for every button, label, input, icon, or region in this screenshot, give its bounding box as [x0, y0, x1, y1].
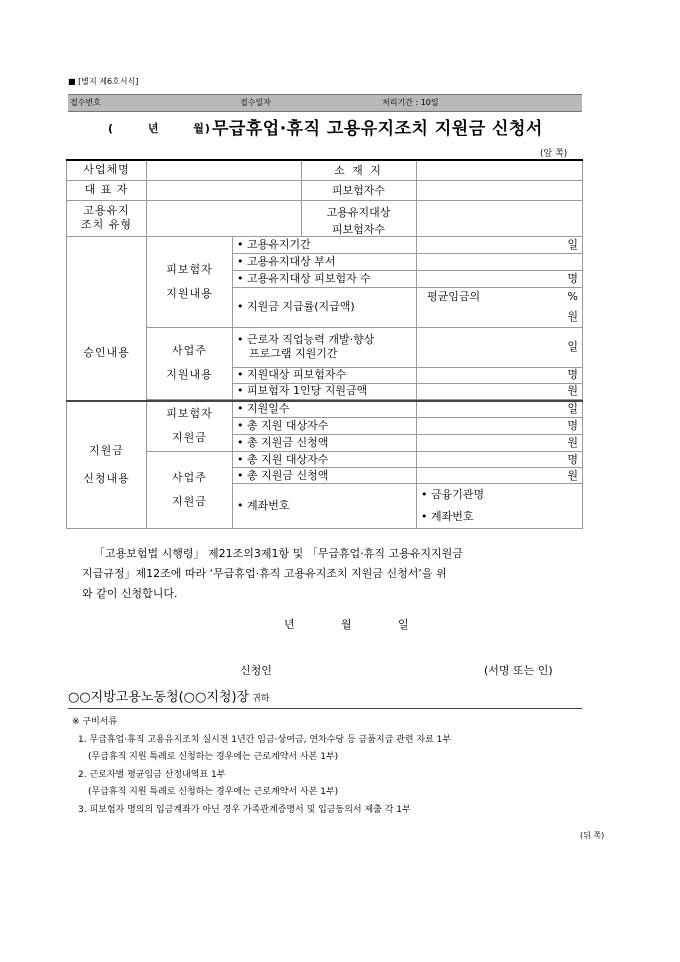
form-title: 무급휴업·휴직 고용유지조치 지원금 신청서 — [212, 119, 543, 139]
employer-support-group: 사업주 지원내용 — [147, 327, 233, 399]
front-side-label: (앞 쪽) — [540, 149, 568, 159]
application-section-label: 지원금 신청내용 — [67, 401, 147, 529]
document-item: 3. 피보험자 명의의 입금계좌가 아닌 경우 가족관계증명서 및 입금동의서 제출 각 1부 — [78, 804, 411, 815]
document-item: (무급휴직 지원 특례로 신청하는 경우에는 근로계약서 사본 1부) — [88, 787, 339, 797]
support-days-unit[interactable]: 일 — [417, 401, 583, 418]
bank-account-field[interactable] — [417, 484, 583, 529]
representative-label: 대 표 자 — [67, 180, 147, 200]
support-rate-label: • 지원금 지급률(지급액) — [233, 287, 417, 327]
location-label: 소 재 지 — [334, 164, 383, 177]
target-insured-field[interactable] — [417, 200, 583, 236]
recipient-office: ○○지방고용노동청(○○지청)장 귀하 — [68, 690, 270, 705]
employment-period-label: • 고용유지기간 — [233, 236, 417, 253]
employer-total-amount-unit[interactable]: 원 — [417, 468, 583, 484]
employer-grant-group: 사업주 지원금 — [147, 452, 233, 529]
avg-wage-label: 평균임금의 — [427, 290, 481, 303]
employer-total-targets-unit[interactable]: 명 — [417, 452, 583, 468]
day-label: 일 — [398, 618, 409, 631]
insured-support-group: 피보험자 지원내용 — [147, 236, 233, 327]
year-month-prefix: ( 년 월) — [108, 122, 211, 135]
declaration-text: 「고용보험법 시행령」 제21조의3제1항 및 「무급휴업·휴직 고용유지지원금 지급규정」제12조에 따라 ‘무급휴업·휴직 고용유지조치 지원금 신청서’을 위 와 같이 신청합니다. — [82, 547, 463, 600]
signature-label: (서명 또는 인) — [484, 664, 553, 677]
target-count-label: • 고용유지대상 피보험자 수 — [233, 270, 417, 287]
account-label: • 계좌번호 — [233, 484, 417, 529]
total-amount-label: • 총 지원금 신청액 — [233, 435, 417, 452]
employment-period-unit[interactable]: 일 — [417, 236, 583, 253]
target-dept-label: • 고용유지대상 부서 — [233, 253, 417, 270]
training-period-unit[interactable]: 일 — [417, 327, 583, 367]
account-number-label: • 계좌번호 — [421, 510, 474, 523]
document-item: 2. 근로자별 평균임금 산정내역표 1부 — [78, 769, 226, 780]
measure-type-label: 고용유지 조치 유형 — [67, 200, 147, 236]
insured-grant-group: 피보험자 지원금 — [147, 401, 233, 452]
support-days-label: • 지원일수 — [233, 401, 417, 418]
employer-total-amount-label: • 총 지원금 신청액 — [233, 468, 417, 484]
receipt-date-label: 접수일자 — [240, 98, 271, 107]
form-number-tag: ■ [별지 제6호서식] — [68, 77, 139, 86]
receipt-number-label: 접수번호 — [70, 98, 101, 107]
per-person-amount-unit[interactable]: 원 — [417, 383, 583, 399]
business-name-field[interactable] — [147, 160, 417, 180]
percent-unit: % — [567, 290, 578, 303]
month-label: 월 — [341, 618, 352, 631]
document-item: (무급휴직 지원 특례로 신청하는 경우에는 근로계약서 사본 1부) — [88, 752, 339, 762]
support-rate-field[interactable] — [417, 287, 583, 327]
section-divider — [68, 708, 582, 709]
total-targets-label: • 총 지원 대상자수 — [233, 418, 417, 435]
training-period-label: • 근로자 직업능력 개발·향상 프로그램 지원기간 — [233, 327, 417, 367]
processing-period: 처리기간 : 10일 — [382, 98, 439, 107]
approval-section-label: 승인내용 — [67, 236, 147, 401]
per-person-amount-label: • 피보험자 1인당 지원금액 — [233, 383, 417, 399]
support-count-unit[interactable]: 명 — [417, 367, 583, 383]
year-label: 년 — [284, 618, 295, 631]
total-targets-unit[interactable]: 명 — [417, 418, 583, 435]
target-insured-label: 고용유지대상 피보험자수 — [326, 205, 391, 236]
employer-total-targets-label: • 총 지원 대상자수 — [233, 452, 417, 468]
target-dept-field[interactable] — [417, 253, 583, 270]
support-count-label: • 지원대상 피보험자수 — [233, 367, 417, 383]
back-side-label: (뒤 쪽) — [580, 831, 605, 840]
won-unit: 원 — [567, 310, 578, 323]
application-form-table — [66, 159, 583, 529]
applicant-label: 신청인 — [240, 664, 272, 677]
business-name-label: 사업체명 — [67, 160, 147, 180]
document-item: 1. 무급휴업·휴직 고용유지조치 실시전 1년간 임금·상여금, 연차수당 등 금품지급 관련 자료 1부 — [78, 734, 452, 745]
measure-type-field[interactable] — [147, 200, 417, 236]
documents-title: ※ 구비서류 — [72, 717, 118, 727]
target-count-unit[interactable]: 명 — [417, 270, 583, 287]
insured-count-label: 피보험자수 — [331, 183, 386, 197]
required-documents — [72, 714, 582, 819]
representative-field[interactable] — [147, 180, 417, 200]
insured-count-field[interactable] — [417, 180, 583, 200]
location-field[interactable] — [417, 160, 583, 180]
total-amount-unit[interactable]: 원 — [417, 435, 583, 452]
bank-name-label: • 금융기관명 — [421, 488, 485, 501]
receipt-bar — [68, 94, 582, 112]
